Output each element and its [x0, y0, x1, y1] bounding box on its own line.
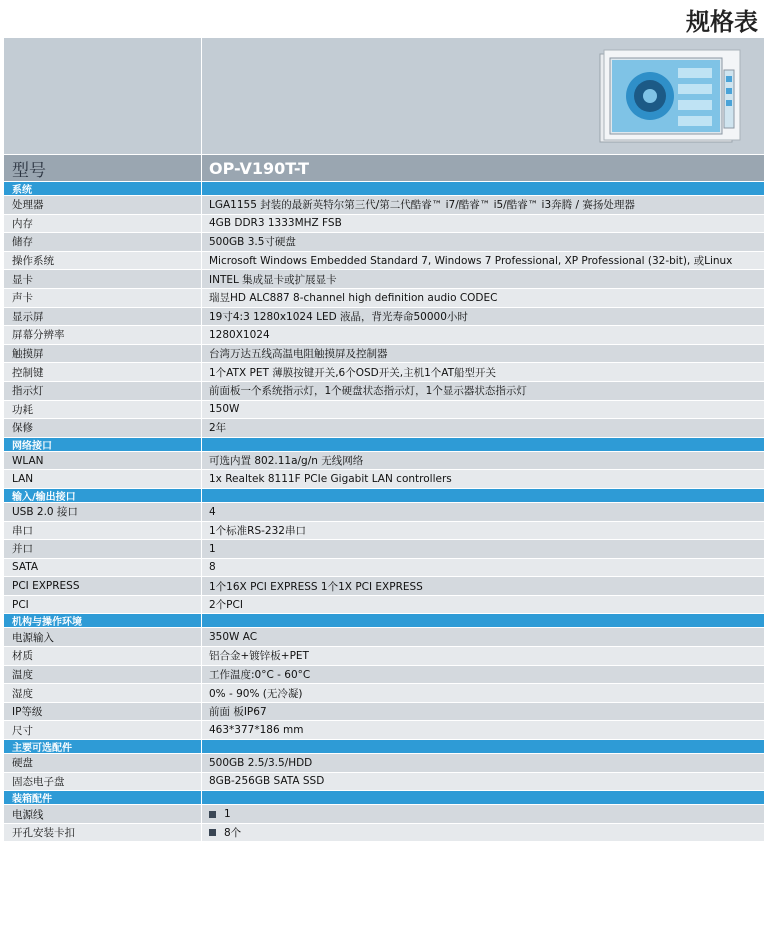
spec-row: [4, 721, 764, 740]
section-header: [4, 740, 764, 754]
section-header: [4, 489, 764, 503]
section-header: [4, 614, 764, 628]
spec-label: 湿度: [4, 684, 202, 702]
spec-row: [4, 452, 764, 471]
spec-label: 电源线: [4, 805, 202, 823]
spec-label: 显卡: [4, 270, 202, 288]
spec-value: 1: [209, 542, 216, 555]
spec-value: LGA1155 封装的最新英特尔第三代/第二代酷睿™ i7/酷睿™ i5/酷睿™ i3奔腾 / 赛扬处理器: [209, 199, 635, 212]
spec-value: 1: [224, 808, 231, 821]
spec-row: [4, 559, 764, 578]
spec-row: [4, 540, 764, 559]
spec-label: 控制键: [4, 363, 202, 381]
spec-value: INTEL 集成显卡或扩展显卡: [209, 273, 337, 286]
spec-value: 工作温度:0°C - 60°C: [209, 668, 311, 681]
spec-value: 2年: [209, 422, 227, 435]
spec-label: 串口: [4, 522, 202, 540]
spec-label: IP等级: [4, 703, 202, 721]
spec-row: [4, 196, 764, 215]
spec-label: PCI EXPRESS: [4, 577, 202, 595]
spec-row: [4, 522, 764, 541]
spec-row: [4, 754, 764, 773]
section-title: 装箱配件: [4, 791, 202, 804]
spec-row: [4, 805, 764, 824]
spec-row: [4, 684, 764, 703]
spec-value: 瑞昱HD ALC887 8-channel high definition audio CODEC: [209, 292, 498, 305]
spec-value: 1个16X PCI EXPRESS 1个1X PCI EXPRESS: [209, 580, 423, 593]
spec-label: 屏幕分辨率: [4, 326, 202, 344]
spec-label: 内存: [4, 215, 202, 233]
spec-value: 1个标准RS-232串口: [209, 524, 306, 537]
spec-value: 前面 板IP67: [209, 706, 267, 719]
square-bullet-icon: [209, 829, 216, 836]
spec-label: USB 2.0 接口: [4, 503, 202, 521]
spec-value: 2个PCI: [209, 599, 243, 612]
spec-label: 显示屏: [4, 308, 202, 326]
spec-value: 8GB-256GB SATA SSD: [209, 775, 325, 788]
model-label: 型号: [4, 155, 202, 181]
spec-label: 保修: [4, 419, 202, 437]
spec-row: [4, 215, 764, 234]
spec-value: 前面板一个系统指示灯，1个硬盘状态指示灯，1个显示器状态指示灯: [209, 385, 527, 398]
square-bullet-icon: [209, 811, 216, 818]
spec-body: [4, 182, 764, 842]
spec-label: 触摸屏: [4, 345, 202, 363]
spec-label: 处理器: [4, 196, 202, 214]
model-value: OP-V190T-T: [209, 158, 310, 178]
spec-value: 8个: [224, 827, 242, 840]
page-title: 规格表: [686, 7, 758, 36]
spec-row: [4, 326, 764, 345]
spec-value: 8: [209, 561, 216, 574]
section-header: [4, 438, 764, 452]
spec-row: [4, 270, 764, 289]
spec-label: 储存: [4, 233, 202, 251]
spec-label: 开孔安装卡扣: [4, 824, 202, 842]
spec-value: 463*377*186 mm: [209, 724, 304, 737]
spec-label: 功耗: [4, 401, 202, 419]
spec-row: [4, 577, 764, 596]
spec-sheet-table: [4, 38, 764, 842]
spec-value: 1个ATX PET 薄膜按键开关,6个OSD开关,主机1个AT船型开关: [209, 366, 497, 379]
spec-value: 0% - 90% (无冷凝): [209, 687, 303, 700]
section-title: 输入/输出接口: [4, 489, 202, 502]
spec-label: 操作系统: [4, 252, 202, 270]
spec-row: [4, 363, 764, 382]
hero-row: [4, 38, 764, 155]
spec-value: 1x Realtek 8111F PCIe Gigabit LAN controllers: [209, 473, 452, 486]
spec-value: 500GB 2.5/3.5/HDD: [209, 756, 313, 769]
spec-row: [4, 470, 764, 489]
spec-row: [4, 703, 764, 722]
spec-label: PCI: [4, 596, 202, 614]
spec-label: 温度: [4, 666, 202, 684]
spec-row: [4, 233, 764, 252]
spec-row: [4, 773, 764, 792]
spec-row: [4, 503, 764, 522]
spec-value: 500GB 3.5寸硬盘: [209, 236, 296, 249]
spec-label: 硬盘: [4, 754, 202, 772]
spec-label: 指示灯: [4, 382, 202, 400]
spec-value: 台湾万达五线高温电阻触摸屏及控制器: [209, 348, 388, 361]
section-header: [4, 791, 764, 805]
spec-row: [4, 401, 764, 420]
section-title: 系统: [4, 182, 202, 195]
spec-row: [4, 308, 764, 327]
section-title: 主要可选配件: [4, 740, 202, 753]
spec-row: [4, 382, 764, 401]
model-row: [4, 155, 764, 182]
spec-row: [4, 647, 764, 666]
spec-value: 铝合金+镀锌板+PET: [209, 650, 309, 663]
spec-value: 4: [209, 505, 216, 518]
section-header: [4, 182, 764, 196]
section-title: 机构与操作环境: [4, 614, 202, 627]
spec-row: [4, 596, 764, 615]
section-title: 网络接口: [4, 438, 202, 451]
spec-label: WLAN: [4, 452, 202, 470]
spec-value: 150W: [209, 403, 240, 416]
spec-label: 并口: [4, 540, 202, 558]
spec-row: [4, 419, 764, 438]
spec-label: SATA: [4, 559, 202, 577]
spec-label: 尺寸: [4, 721, 202, 739]
spec-value: 4GB DDR3 1333MHZ FSB: [209, 217, 342, 230]
industrial-panel-pc-icon: [598, 48, 744, 146]
spec-label: 材质: [4, 647, 202, 665]
spec-row: [4, 628, 764, 647]
spec-value: Microsoft Windows Embedded Standard 7, Windows 7 Professional, XP Professional (32-bit), 或Linux: [209, 255, 733, 268]
spec-value: 1280X1024: [209, 328, 270, 341]
spec-row: [4, 345, 764, 364]
spec-row: [4, 666, 764, 685]
spec-label: 声卡: [4, 289, 202, 307]
spec-value: 可选内置 802.11a/g/n 无线网络: [209, 455, 364, 468]
spec-label: 电源输入: [4, 628, 202, 646]
spec-value: 19寸4:3 1280x1024 LED 液晶，背光寿命50000小时: [209, 310, 468, 323]
spec-label: LAN: [4, 470, 202, 488]
spec-row: [4, 289, 764, 308]
spec-row: [4, 824, 764, 843]
spec-row: [4, 252, 764, 271]
spec-label: 固态电子盘: [4, 773, 202, 791]
spec-value: 350W AC: [209, 631, 258, 644]
